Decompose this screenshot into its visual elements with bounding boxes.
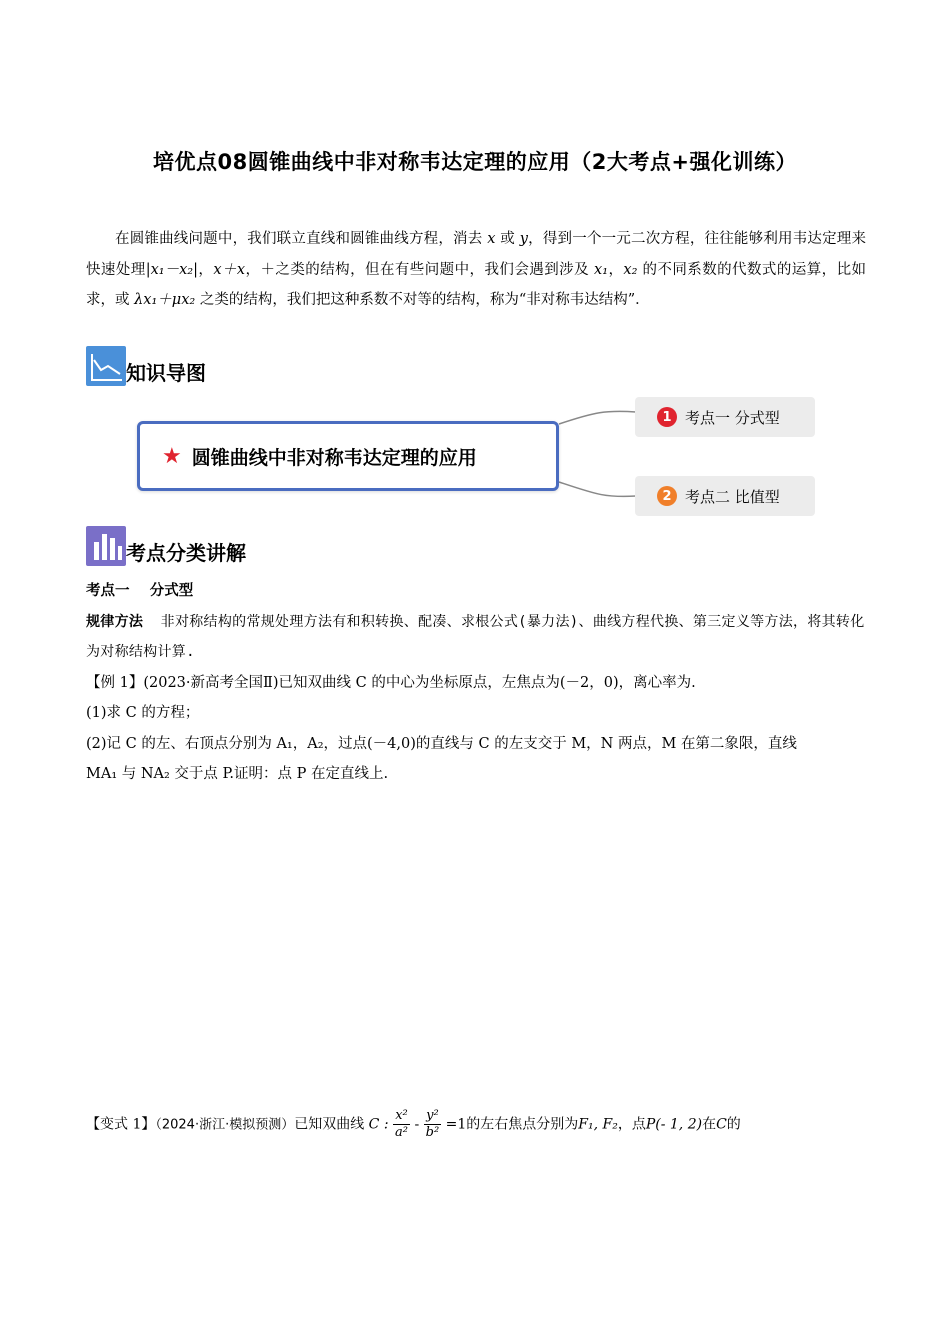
mindmap-node-1: 1 考点一 分式型: [635, 397, 815, 437]
kaodian1-heading: 考点一 分式型: [86, 583, 194, 599]
example1-q2: (2)记 C 的左、右顶点分别为 A₁，A₂，过点(－4,0)的直线与 C 的左支交于 M，N 两点，M 在第二象限，直线 MA₁ 与 NA₂ 交于点 P.证明：点 P 在定直线上.: [86, 735, 797, 782]
star-icon: ★: [162, 443, 182, 469]
mindmap-root: ★ 圆锥曲线中非对称韦达定理的应用: [137, 421, 559, 491]
mindmap-node-2: 2 考点二 比值型: [635, 476, 815, 516]
number-badge-2: 2: [657, 486, 677, 506]
mindmap-connectors: [555, 410, 645, 510]
chart-line-icon: [86, 346, 126, 386]
intro-paragraph: 在圆锥曲线问题中，我们联立直线和圆锥曲线方程，消去 x 或 y，得到一个一元二次方程，往往能够利用韦达定理来快速处理|x₁－x₂|，x＋x，＋之类的结构，但在有些问题中，我们会遇到涉及 x₁，x₂ 的不同系数的代数式的运算，比如求，或 λx₁＋μx₂ 之类的结构，我们把这种系数不对等的结构，称为“非对称韦达结构”．: [86, 231, 867, 308]
section-topics-heading: 考点分类讲解: [86, 526, 246, 566]
bar-chart-icon: [86, 526, 126, 566]
example1-q1: (1)求 C 的方程；: [86, 705, 200, 721]
variant1-line: 【变式 1】（2024·浙江·模拟预测）已知双曲线 C : $\frac{\text{x²}}{\text{a²}}$ - $\frac{\text{y²}}{\text{b²}}$ =1的左右焦点分别为F₁, F₂，点P(- 1, 2)在C的: [86, 1108, 741, 1140]
page-title: 培优点08圆锥曲线中非对称韦达定理的应用（2大考点+强化训练）: [153, 150, 797, 174]
rule-method: 规律方法 非对称结构的常规处理方法有和积转换、配凑、求根公式(暴力法)、曲线方程代换、第三定义等方法，将其转化为对称结构计算.: [86, 613, 865, 660]
fraction-y-over-b: $\frac{\text{y²}}{\text{b²}}$: [425, 1108, 440, 1140]
section-knowledge-map-heading: 知识导图: [86, 346, 206, 386]
fraction-x-over-a: $\frac{\text{x²}}{\text{a²}}$: [395, 1108, 408, 1140]
kaodian1-block: [86, 576, 866, 790]
example1-stem: 【例 1】(2023·新高考全国Ⅱ)已知双曲线 C 的中心为坐标原点，左焦点为(－2，0)，离心率为.: [86, 674, 696, 691]
number-badge-1: 1: [657, 407, 677, 427]
